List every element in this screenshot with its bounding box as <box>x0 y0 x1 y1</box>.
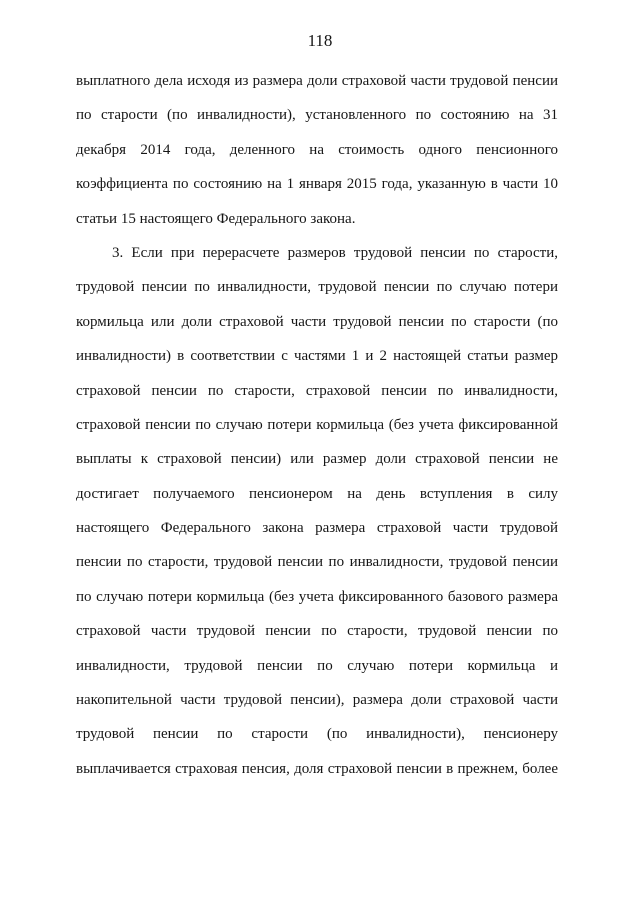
text-line: пенсии по старости, трудовой пенсии по инвалидности, трудовой пенсии <box>76 554 558 571</box>
text-line: страховой части трудовой пенсии по старости, трудовой пенсии по <box>76 623 558 640</box>
page-number: 118 <box>307 31 333 50</box>
text-line: выплаты к страховой пенсии) или размер доли страховой пенсии не <box>76 451 558 468</box>
text-line: 3. Если при перерасчете размеров трудовой пенсии по старости, <box>112 244 558 261</box>
text-line: страховой пенсии по случаю потери кормильца (без учета фиксированной <box>76 416 558 433</box>
text-line: накопительной части трудовой пенсии), размера доли страховой части <box>76 692 558 709</box>
text-line: трудовой пенсии по инвалидности, трудовой пенсии по случаю потери <box>76 279 558 296</box>
text-line: выплачивается страховая пенсия, доля страховой пенсии в прежнем, более <box>76 760 558 777</box>
text-line: страховой пенсии по старости, страховой пенсии по инвалидности, <box>76 382 558 399</box>
text-line: кормильца или доли страховой части трудовой пенсии по старости (по <box>76 313 558 330</box>
text-line: выплатного дела исходя из размера доли страховой части трудовой пенсии <box>76 73 558 89</box>
text-line: по старости (по инвалидности), установленного по состоянию на 31 <box>76 107 558 124</box>
text-line: инвалидности, трудовой пенсии по случаю потери кормильца и <box>76 657 558 674</box>
text-line: инвалидности) в соответствии с частями 1 и 2 настоящей статьи размер <box>76 348 558 365</box>
text-line: коэффициента по состоянию на 1 января 2015 года, указанную в части 10 <box>76 176 558 193</box>
text-line: по случаю потери кормильца (без учета фиксированного базового размера <box>76 588 558 605</box>
text-line: настоящего Федерального закона размера страховой части трудовой <box>76 520 558 537</box>
text-line: декабря 2014 года, деленного на стоимость одного пенсионного <box>76 141 558 158</box>
body-text <box>76 64 558 786</box>
text-line: достигает получаемого пенсионером на день вступления в силу <box>76 485 558 502</box>
text-line: трудовой пенсии по старости (по инвалидности), пенсионеру <box>76 726 558 743</box>
text-line: статьи 15 настоящего Федерального закона. <box>76 210 356 227</box>
